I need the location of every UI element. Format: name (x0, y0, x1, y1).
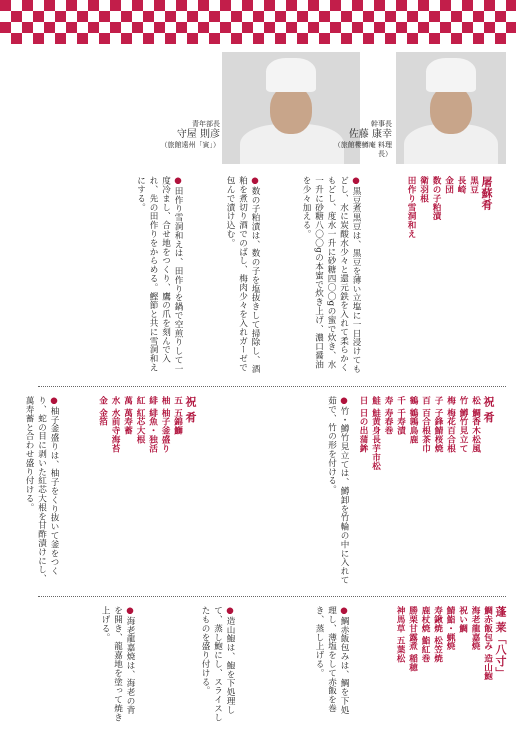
checker-square (231, 22, 242, 33)
checker-square (242, 0, 253, 11)
checker-square (176, 33, 187, 44)
checker-square (132, 33, 143, 44)
menu-item: 鯖鮨・蝋焼 (445, 606, 455, 651)
checker-square (66, 11, 77, 22)
checker-square (66, 33, 77, 44)
section-title: 祝 肴 (184, 396, 197, 423)
checker-square (429, 33, 440, 44)
checker-square (33, 33, 44, 44)
chef-caption-sato (326, 120, 392, 159)
checker-square (0, 11, 11, 22)
checker-square (330, 11, 341, 22)
checker-square (44, 33, 55, 44)
checker-square (187, 22, 198, 33)
checker-square (473, 11, 484, 22)
checker-square (198, 11, 209, 22)
menu-item: 長崎 (456, 176, 466, 194)
checker-square (154, 33, 165, 44)
osechi-menu (362, 176, 492, 376)
menu-item: 柚 柚子釜盛り (160, 396, 170, 453)
checker-square (220, 22, 231, 33)
checker-square (330, 33, 341, 44)
checker-square (385, 11, 396, 22)
paragraph-text: 数の子粕漬は、数の子を塩抜きして掃除し、酒粕を煮切り酒でのばし、梅肉少々を入れガーゼで包んで漬け込む。 (225, 176, 260, 374)
checker-square (44, 22, 55, 33)
checker-square (99, 22, 110, 33)
recipe-paragraph-5: ●柚子釜盛りは、柚子をくり抜いて釜をつくり、蛇の目に剥いた紅芯大根を甘酢漬けにし、萬寿蓄と合わせ盛り付ける。 (24, 396, 59, 583)
checker-square (88, 11, 99, 22)
menu-item: 緋 緋魚・独活 (147, 396, 158, 453)
checker-square (55, 33, 66, 44)
checker-square (506, 22, 516, 33)
checker-square (473, 0, 484, 11)
checker-square (484, 22, 495, 33)
section-title: 祝 肴 (482, 396, 495, 423)
checker-square (462, 11, 473, 22)
checker-square (0, 0, 11, 11)
paragraph-text: 柚子釜盛りは、柚子をくり抜いて釜をつくり、蛇の目に剥いた紅芯大根を甘酢漬けにし、萬寿蓄と合わせ盛り付ける。 (24, 396, 59, 583)
checker-square (253, 11, 264, 22)
menu-item: 五 五錦鰤 (172, 396, 183, 435)
recipe-paragraph-1: ●黒豆煮黒豆は、黒豆を薄い立塩に一日浸けてもどし、水に炭酸水少々と還元鉄を入れて柔らかくもどし、度水一升に砂糖四〇〇gの蜜で炊き、水一升に砂糖八〇〇gの本蜜で炊き上げ、濃口醤油を少々加える。 (301, 176, 361, 374)
menu-item: 神馬草 五葉松 (395, 606, 405, 663)
checker-square (308, 22, 319, 33)
checker-square (484, 11, 495, 22)
checker-square (451, 33, 462, 44)
chef-name: 守屋 則彦 (176, 129, 220, 140)
checker-square (99, 11, 110, 22)
checker-square (88, 0, 99, 11)
checker-square (121, 22, 132, 33)
checker-square (132, 22, 143, 33)
checker-square (330, 0, 341, 11)
checker-square (66, 22, 77, 33)
checker-square (462, 22, 473, 33)
checker-square (297, 11, 308, 22)
menu-item: 鯛赤飯包み 造山鮑 (482, 606, 493, 681)
checker-square (363, 0, 374, 11)
iwaizakana2-menu (62, 396, 196, 586)
checker-square (11, 0, 22, 11)
checker-square (341, 33, 352, 44)
menu-item: 寿鍬焼 松笠焼 (432, 606, 443, 663)
checker-square (231, 33, 242, 44)
chef-photo-sato (396, 52, 506, 164)
checker-square (308, 33, 319, 44)
checker-square (0, 33, 11, 44)
checker-square (22, 0, 33, 11)
checker-square (176, 0, 187, 11)
checker-square (0, 22, 11, 33)
chef-affiliation: （旅館櫻鱒庵 料理長） (333, 141, 392, 158)
checker-square (231, 0, 242, 11)
checker-square (319, 11, 330, 22)
checker-square (220, 0, 231, 11)
checker-square (154, 11, 165, 22)
checker-square (77, 11, 88, 22)
checker-square (396, 0, 407, 11)
checker-square (132, 11, 143, 22)
checker-square (506, 11, 516, 22)
recipe-paragraph-7: ●造山鮑は、鮑を下処理して、蒸し鮑にし、スライスしたものを盛り付ける。 (200, 606, 235, 722)
checker-square (319, 22, 330, 33)
checker-square (110, 22, 121, 33)
menu-item: 金団 (443, 176, 454, 194)
checker-square (352, 0, 363, 11)
checker-square (286, 0, 297, 11)
checker-square (396, 33, 407, 44)
recipe-paragraph-6: ●鯛赤飯包みは、鯛を下処理し、薄塩をして赤飯を巻き、蒸し上げる。 (314, 606, 349, 715)
chef-title: 青年部長 (192, 120, 220, 128)
checker-square (242, 11, 253, 22)
checker-square (341, 11, 352, 22)
checker-square (198, 33, 209, 44)
checker-square (209, 33, 220, 44)
checker-square (77, 22, 88, 33)
chef-caption-moriya (160, 120, 220, 150)
checker-square (484, 33, 495, 44)
checkered-header-band (0, 0, 516, 44)
paragraph-text: 黒豆煮黒豆は、黒豆を薄い立塩に一日浸けてもどし、水に炭酸水少々と還元鉄を入れて柔らかくもどし、度水一升に砂糖四〇〇gの蜜で炊き、水一升に砂糖八〇〇gの本蜜で炊き上げ、濃口醤油を少々加える。 (301, 176, 361, 374)
menu-item: 竹 鱒竹見立て (458, 396, 468, 453)
checker-square (275, 22, 286, 33)
checker-square (44, 0, 55, 11)
checker-square (33, 0, 44, 11)
checker-square (264, 33, 275, 44)
menu-item: 水 水前寺海苔 (110, 396, 120, 453)
checker-square (55, 11, 66, 22)
checker-square (66, 0, 77, 11)
recipe-paragraph-8: ●海老龍嘉焼は、海老の背を開き、龍嘉地を塗って焼き上げる。 (100, 606, 135, 722)
checker-square (11, 33, 22, 44)
chef-affiliation: （旅館遠州「寅」） (160, 141, 220, 149)
checker-square (209, 11, 220, 22)
checker-square (165, 22, 176, 33)
checker-square (275, 11, 286, 22)
checker-square (209, 22, 220, 33)
checker-square (55, 22, 66, 33)
checker-square (374, 22, 385, 33)
checker-square (407, 11, 418, 22)
section-title: 蓬 莱「八寸」 (494, 606, 507, 678)
checker-square (22, 33, 33, 44)
checker-square (341, 0, 352, 11)
menu-item: 梅 梅花百合根 (445, 396, 456, 453)
recipe-paragraph-3: ●田作り雪洞和えは、田作りを鍋で空煎りして一度冷まし、合せ地をつくり、鷹の爪を刻んで入れ、先の田作りをからめる。鰹節と共に雪洞和えにする。 (135, 176, 183, 374)
menu-item: 萬 萬寿蓄 (122, 396, 133, 435)
checker-square (198, 0, 209, 11)
menu-item: 数の子粕漬 (431, 176, 441, 221)
menu-item: 千 千寿漬 (395, 396, 406, 435)
checker-square (495, 33, 506, 44)
checker-square (429, 22, 440, 33)
checker-square (110, 0, 121, 11)
hassun-menu (360, 606, 506, 722)
checker-square (352, 11, 363, 22)
checker-square (242, 22, 253, 33)
checker-square (154, 0, 165, 11)
checker-square (165, 0, 176, 11)
menu-item: 田作り雪洞和え (406, 176, 416, 239)
menu-item: 寿 寿春巻 (383, 396, 393, 435)
checker-square (352, 22, 363, 33)
checker-square (363, 11, 374, 22)
checker-square (374, 33, 385, 44)
section-title: 屠蘇肴 (480, 176, 493, 210)
checker-square (242, 33, 253, 44)
menu-item: 紅 紅芯大根 (135, 396, 145, 444)
paragraph-text: 海老龍嘉焼は、海老の背を開き、龍嘉地を塗って焼き上げる。 (100, 606, 135, 722)
checker-square (341, 22, 352, 33)
paragraph-text: 竹・鱒竹見立ては、鱒卸を竹輪の中に入れて茹で、竹の形を付ける。 (326, 396, 349, 585)
checker-square (154, 22, 165, 33)
checker-square (11, 22, 22, 33)
menu-item: 百 百合根茶巾 (420, 396, 431, 453)
checker-square (407, 22, 418, 33)
checker-square (385, 22, 396, 33)
checker-square (198, 22, 209, 33)
checker-square (297, 33, 308, 44)
checker-square (253, 0, 264, 11)
checker-square (407, 0, 418, 11)
divider-line (38, 386, 506, 387)
checker-square (352, 33, 363, 44)
checker-square (132, 0, 143, 11)
checker-square (121, 33, 132, 44)
divider-line (38, 596, 506, 597)
checker-square (187, 33, 198, 44)
checker-square (165, 11, 176, 22)
checker-square (264, 11, 275, 22)
checker-square (143, 33, 154, 44)
checker-square (429, 11, 440, 22)
checker-square (143, 0, 154, 11)
checker-square (319, 0, 330, 11)
checker-square (440, 33, 451, 44)
paragraph-text: 造山鮑は、鮑を下処理して、蒸し鮑にし、スライスしたものを盛り付ける。 (200, 606, 235, 722)
checker-square (176, 11, 187, 22)
checker-square (363, 22, 374, 33)
recipe-paragraph-4: ●竹・鱒竹見立ては、鱒卸を竹輪の中に入れて茹で、竹の形を付ける。 (326, 396, 349, 585)
menu-item: 勝栗甘露煮 稲穂 (407, 606, 418, 672)
checker-square (297, 0, 308, 11)
checker-square (451, 22, 462, 33)
checker-square (506, 0, 516, 11)
menu-item: 祝い鯛 (457, 606, 468, 633)
checker-square (440, 0, 451, 11)
checker-square (220, 33, 231, 44)
checker-square (231, 11, 242, 22)
checker-square (11, 11, 22, 22)
checker-square (77, 0, 88, 11)
checker-square (187, 11, 198, 22)
checker-square (385, 33, 396, 44)
checker-square (308, 0, 319, 11)
checker-square (495, 11, 506, 22)
checker-square (297, 22, 308, 33)
checker-square (264, 0, 275, 11)
checker-square (286, 11, 297, 22)
checker-square (396, 22, 407, 33)
checker-square (407, 33, 418, 44)
checker-square (44, 11, 55, 22)
checker-square (275, 0, 286, 11)
checker-square (143, 11, 154, 22)
menu-item: 松 鯛香木松風 (470, 396, 481, 453)
checker-square (506, 33, 516, 44)
checker-square (286, 22, 297, 33)
checker-square (462, 33, 473, 44)
checker-square (209, 0, 220, 11)
checker-square (121, 0, 132, 11)
checker-square (253, 33, 264, 44)
checker-square (451, 0, 462, 11)
checker-square (440, 11, 451, 22)
checker-square (286, 33, 297, 44)
checker-square (253, 22, 264, 33)
checker-square (77, 33, 88, 44)
menu-item: 鹿杖焼 鮨紅巻 (420, 606, 430, 663)
checker-square (330, 22, 341, 33)
menu-item: 子 子鋒鯖桜焼 (433, 396, 443, 453)
menu-item: 日 日の出蒲鉾 (358, 396, 368, 453)
checker-square (187, 0, 198, 11)
checker-square (33, 22, 44, 33)
checker-square (176, 22, 187, 33)
menu-item: 海老龍嘉焼 (470, 606, 480, 651)
checker-square (396, 11, 407, 22)
checker-square (374, 0, 385, 11)
recipe-paragraph-2: ●数の子粕漬は、数の子を塩抜きして掃除し、酒粕を煮切り酒でのばし、梅肉少々を入れガーゼで包んで漬け込む。 (225, 176, 260, 374)
chef-name: 佐藤 康幸 (348, 129, 392, 140)
checker-square (462, 0, 473, 11)
menu-item: 衛羽根 (418, 176, 429, 203)
checker-square (264, 22, 275, 33)
checker-square (22, 11, 33, 22)
checker-square (275, 33, 286, 44)
checker-square (22, 22, 33, 33)
checker-square (99, 33, 110, 44)
checker-square (473, 33, 484, 44)
checker-square (418, 11, 429, 22)
checker-square (418, 22, 429, 33)
menu-item: 黒豆 (468, 176, 479, 194)
checker-square (363, 33, 374, 44)
checker-square (495, 0, 506, 11)
menu-item: 金 金箔 (97, 396, 108, 426)
checker-square (319, 33, 330, 44)
checker-square (429, 0, 440, 11)
checker-square (484, 0, 495, 11)
checker-square (374, 11, 385, 22)
checker-square (110, 11, 121, 22)
checker-square (473, 22, 484, 33)
checker-square (495, 22, 506, 33)
checker-square (143, 22, 154, 33)
checker-square (88, 33, 99, 44)
checker-square (440, 22, 451, 33)
checker-square (55, 0, 66, 11)
paragraph-text: 鯛赤飯包みは、鯛を下処理し、薄塩をして赤飯を巻き、蒸し上げる。 (314, 606, 349, 715)
checker-square (385, 0, 396, 11)
paragraph-text: 田作り雪洞和えは、田作りを鍋で空煎りして一度冷まし、合せ地をつくり、鷹の爪を刻んで入れ、先の田作りをからめる。鰹節と共に雪洞和えにする。 (135, 176, 183, 374)
checker-square (121, 11, 132, 22)
checker-square (220, 11, 231, 22)
checker-square (110, 33, 121, 44)
menu-item: 鮭 鮭黄身長芋市松 (370, 396, 381, 471)
checker-square (165, 33, 176, 44)
menu-item: 鶴 鶴鶉鳥鹿 (408, 396, 418, 444)
iwaizakana-menu (360, 396, 494, 586)
chef-title: 幹事長 (371, 120, 392, 128)
checker-square (418, 33, 429, 44)
checker-square (308, 11, 319, 22)
checker-square (418, 0, 429, 11)
checker-square (451, 11, 462, 22)
checker-square (99, 0, 110, 11)
checker-square (88, 22, 99, 33)
checker-square (33, 11, 44, 22)
